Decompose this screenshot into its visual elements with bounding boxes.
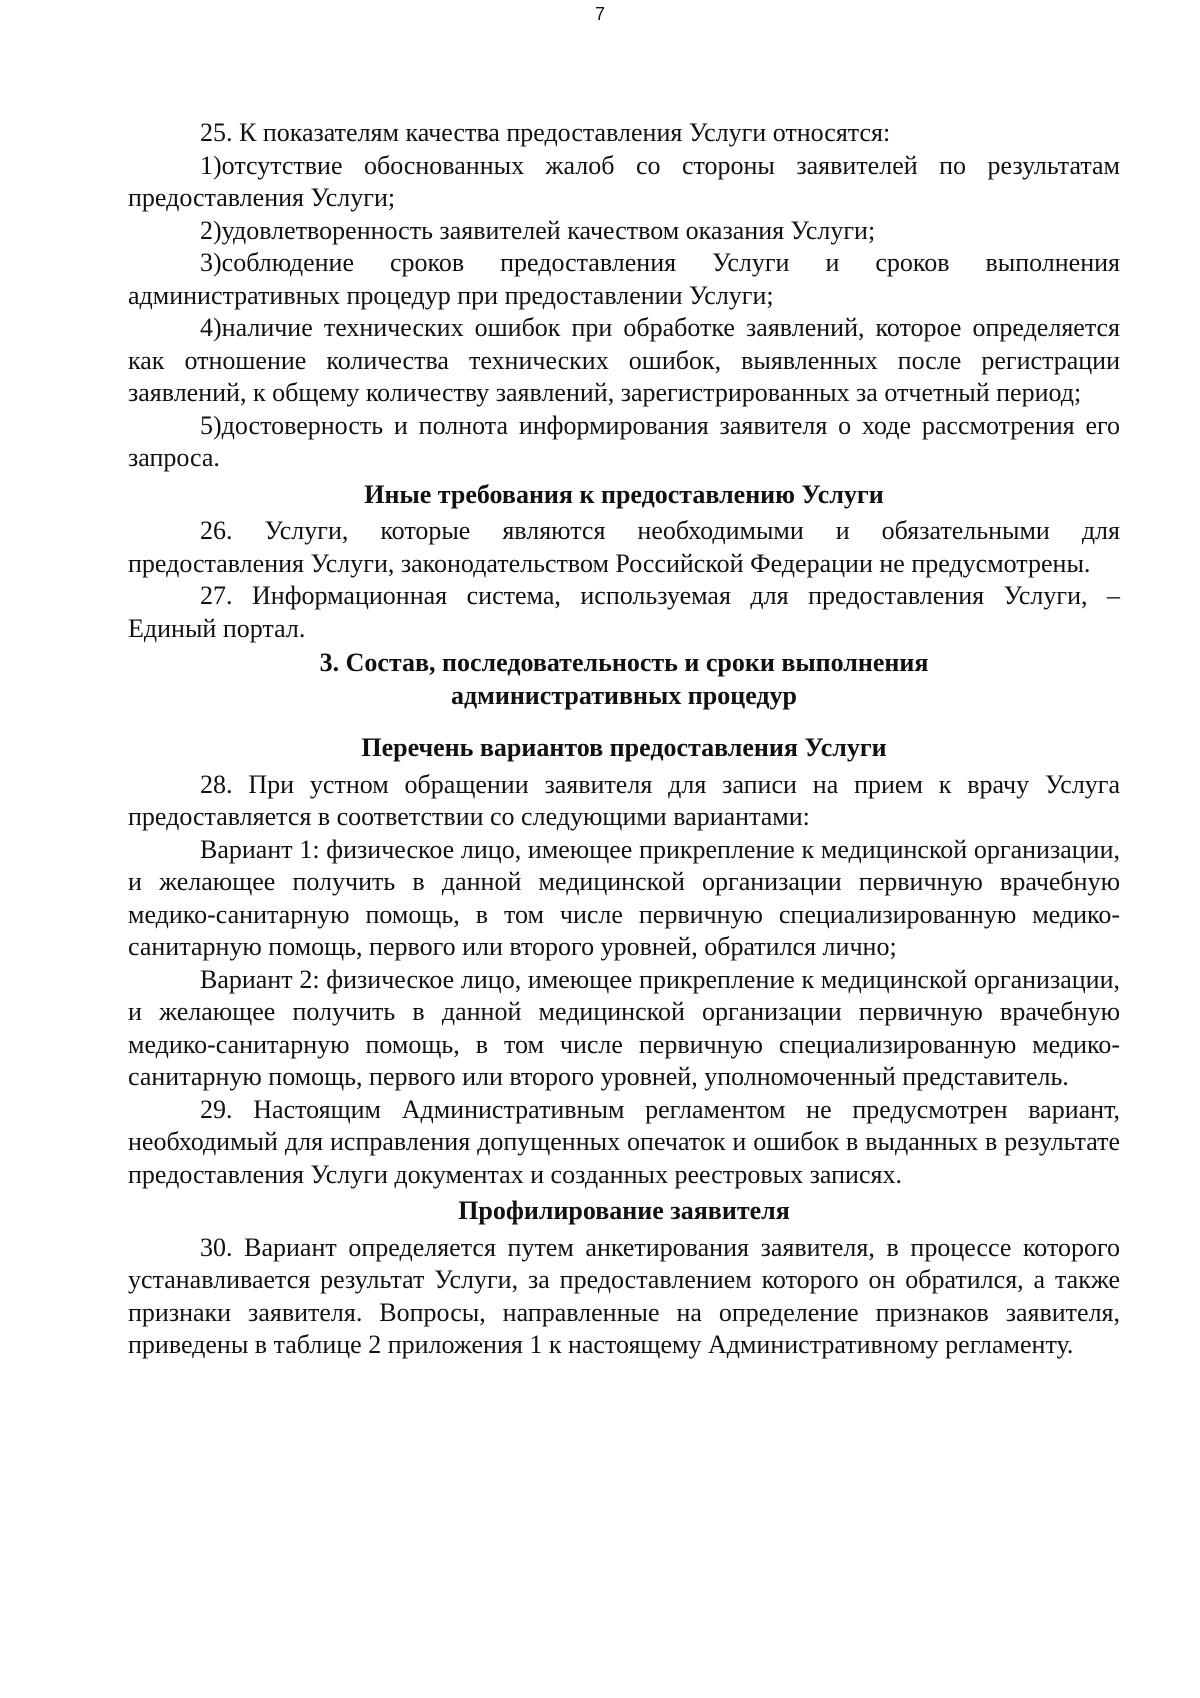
quality-item-5: 5)достоверность и полнота информирования заявителя о ходе рассмотрения его запроса.: [128, 410, 1120, 472]
quality-item-4: 4)наличие технических ошибок при обработке заявлений, которое определяется как отношение количества технических ошибок, выявленных после регистрации заявлений, к общему количеству заявлений, зарегистрированных за отчетный период;: [128, 313, 1120, 407]
paragraph-25: 25. К показателям качества предоставления Услуги относятся:: [200, 118, 891, 147]
variant-2: Вариант 2: физическое лицо, имеющее прикрепление к медицинской организации, и желающее получить в данной медицинской организации первичную врачебную медико-санитарную помощь, в том числе первичную специализированную медико-санитарную помощь, первого или второго уровней, уполномоченный представитель.: [128, 964, 1120, 1091]
paragraph-26: 26. Услуги, которые являются необходимыми и обязательными для предоставления Услуги, законодательством Российской Федерации не предусмотрены.: [128, 516, 1120, 578]
variant-1: Вариант 1: физическое лицо, имеющее прикрепление к медицинской организации, и желающее получить в данной медицинской организации первичную врачебную медико-санитарную помощь, в том числе первичную специализированную медико-санитарную помощь, первого или второго уровней, обратился лично;: [128, 834, 1120, 961]
heading-other-requirements: Иные требования к предоставлению Услуги: [364, 479, 884, 509]
heading-applicant-profiling: Профилирование заявителя: [458, 1196, 790, 1225]
heading-variants-list: Перечень вариантов предоставления Услуги: [361, 733, 887, 762]
paragraph-29: 29. Настоящим Административным регламентом не предусмотрен вариант, необходимый для исправления допущенных опечаток и ошибок в выданных в результате предоставления Услуги документах и созданных реестровых записях.: [128, 1094, 1120, 1189]
quality-item-2: 2)удовлетворенность заявителей качеством оказания Услуги;: [200, 215, 876, 245]
page-number: 7: [594, 4, 605, 24]
paragraph-27: 27. Информационная система, используемая для предоставления Услуги, – Единый портал.: [128, 581, 1120, 643]
section-3-heading-line-1: 3. Состав, последовательность и сроки выполнения: [319, 648, 929, 677]
quality-item-3: 3)соблюдение сроков предоставления Услуги и сроков выполнения административных процедур при предоставлении Услуги;: [128, 248, 1120, 310]
paragraph-28: 28. При устном обращении заявителя для записи на прием к врачу Услуга предоставляется в соответствии со следующими вариантами:: [128, 769, 1120, 831]
paragraph-30: 30. Вариант определяется путем анкетирования заявителя, в процессе которого устанавливается результат Услуги, за предоставлением которого он обратился, а также признаки заявителя. Вопросы, направленные на определение признаков заявителя, приведены в таблице 2 приложения 1 к настоящему Административному регламенту.: [128, 1232, 1120, 1359]
section-3-heading-line-2: административных процедур: [450, 680, 798, 710]
document-body: [128, 117, 1120, 1362]
quality-item-1: 1)отсутствие обоснованных жалоб со стороны заявителей по результатам предоставления Услуги;: [128, 150, 1120, 212]
